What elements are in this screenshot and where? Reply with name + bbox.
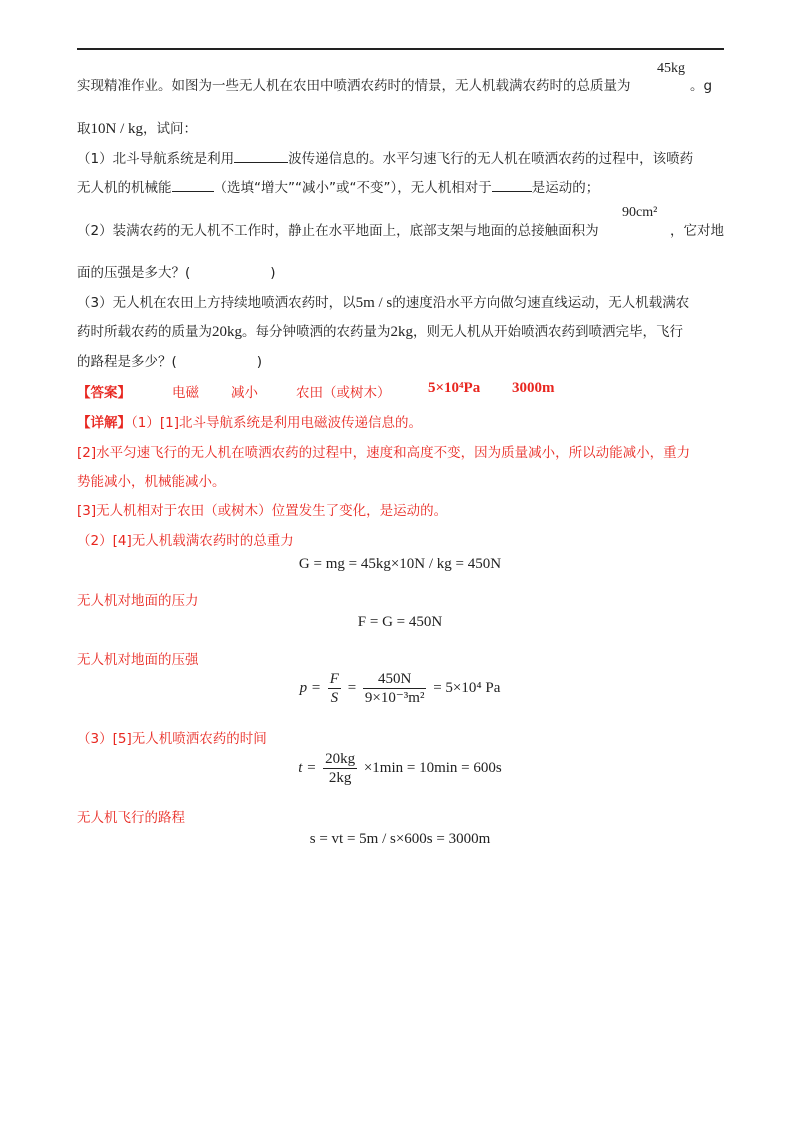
label-pressure-text: 无人机对地面的压强	[77, 652, 199, 668]
label-pressure	[77, 648, 199, 668]
detail-line-5	[77, 529, 294, 549]
q1-blank-3[interactable]	[492, 179, 532, 192]
equation-gravity: G = mg = 45kg×10N / kg = 450N	[298, 556, 502, 572]
header-rule	[77, 48, 724, 50]
detail-label: 【详解】	[77, 415, 131, 431]
fraction-1-denominator: S	[330, 690, 339, 706]
g-value: 10N / kg	[90, 121, 143, 137]
intro-suffix: ，试问：	[143, 121, 197, 137]
question-1-line-2	[77, 176, 599, 196]
question-2-line-2	[77, 261, 276, 281]
question-3-line-3	[77, 350, 262, 370]
intro-line-1-end: 。g	[690, 78, 713, 94]
intro-line-2	[77, 117, 197, 138]
detail-line-4	[77, 499, 447, 519]
equation-distance: s = vt = 5m / s×600s = 3000m	[309, 831, 491, 847]
label-force	[77, 589, 199, 609]
label-time-text: （3）[5]无人机喷洒农药的时间	[77, 731, 267, 747]
time-fraction	[323, 750, 357, 787]
label-distance-text: 无人机飞行的路程	[77, 810, 185, 826]
pesticide-mass: 20kg	[212, 324, 242, 340]
answer-item-1: 电磁	[172, 385, 199, 401]
q1-text-c: 无人机的机械能	[77, 180, 172, 196]
intro-text: 实现精准作业。如图为一些无人机在农田中喷洒农药时的情景，无人机载满农药时的总质量为	[77, 78, 631, 94]
detail-line-3	[77, 470, 226, 490]
equation-pressure: p = $\frac{F}{S}$ = $\frac{450N}{\text{9×10⁻³m²}}$ = 5×10⁴ Pa	[299, 671, 501, 706]
q1-text-a: （1）北斗导航系统是利用	[77, 151, 235, 167]
intro-line-1	[77, 74, 631, 94]
q3-text-g: )	[256, 354, 263, 370]
mass-value: 45kg	[657, 61, 685, 76]
fraction-2-denominator: 9×10⁻³m²	[364, 690, 425, 706]
detail-line-1	[77, 411, 422, 431]
pressure-lhs: p =	[299, 679, 322, 696]
q1-blank-2[interactable]	[172, 179, 214, 192]
q2-text-c: 面的压强是多大？(	[77, 265, 191, 281]
fraction-2-numerator: 450N	[363, 670, 427, 689]
q3-text-e: ，则无人机从开始喷洒农药到喷洒完毕，飞行	[413, 324, 683, 340]
time-rhs: ×1min = 10min = 600s	[363, 759, 502, 776]
question-2-line-1	[77, 219, 599, 239]
detail-text-4: [3]无人机相对于农田（或树木）位置发生了变化，是运动的。	[77, 503, 448, 519]
detail-text-1: （1）[1]北斗导航系统是利用电磁波传递信息的。	[131, 415, 422, 431]
answer-label: 【答案】	[77, 385, 131, 401]
q3-text-d: 。每分钟喷洒的农药量为	[242, 324, 391, 340]
q1-blank-1[interactable]	[234, 150, 288, 163]
time-lhs: t =	[298, 759, 317, 776]
rate-value: 2kg	[390, 324, 413, 340]
detail-line-2	[77, 441, 690, 461]
question-3-line-2	[77, 320, 683, 341]
q2-text-d: )	[270, 265, 276, 281]
answer-line	[77, 381, 131, 401]
q2-text-a: （2）装满农药的无人机不工作时，静止在水平地面上，底部支架与地面的总接触面积为	[77, 223, 599, 239]
pressure-fraction-1	[328, 670, 341, 707]
q2-text-b: ，它对地	[670, 223, 724, 239]
question-1-line-1	[77, 147, 693, 167]
pressure-fraction-2	[363, 670, 427, 707]
answer-item-4: 5×10⁴Pa	[428, 380, 481, 396]
label-time	[77, 727, 267, 747]
label-force-text: 无人机对地面的压力	[77, 593, 199, 609]
detail-text-5: （2）[4]无人机载满农药时的总重力	[77, 533, 294, 549]
intro-prefix: 取	[77, 121, 91, 137]
speed-value: 5m / s	[355, 295, 393, 311]
q3-text-b: 的速度沿水平方向做匀速直线运动，无人机载满农	[392, 295, 690, 311]
fraction-1-numerator: F	[329, 671, 339, 687]
detail-text-3: 势能减小，机械能减小。	[77, 474, 226, 490]
q1-text-e: 是运动的；	[531, 180, 600, 196]
q1-text-b: 波传递信息的。水平匀速飞行的无人机在喷洒农药的过程中，该喷药	[288, 151, 694, 167]
equation-force: F = G = 450N	[357, 614, 443, 630]
label-distance	[77, 806, 185, 826]
area-value: 90cm²	[622, 205, 658, 220]
time-numerator: 20kg	[325, 751, 356, 767]
question-3-line-1	[77, 291, 689, 312]
q3-text-c: 药时所载农药的质量为	[77, 324, 212, 340]
detail-text-2: [2]水平匀速飞行的无人机在喷洒农药的过程中，速度和高度不变，因为质量减小，所以动能减小，重力	[77, 445, 691, 461]
time-denominator: 2kg	[328, 770, 352, 786]
equation-time	[0, 750, 800, 787]
q1-text-d: （选填“增大”“减小”或“不变”），无人机相对于	[213, 180, 492, 196]
q3-text-a: （3）无人机在农田上方持续地喷洒农药时，以	[77, 295, 356, 311]
q3-text-f: 的路程是多少？(	[77, 354, 177, 370]
answer-item-5: 3000m	[512, 380, 555, 396]
answer-item-2: 减小	[231, 385, 258, 401]
answer-item-3: 农田（或树木）	[296, 385, 391, 401]
pressure-rhs: = 5×10⁴ Pa	[433, 679, 501, 696]
